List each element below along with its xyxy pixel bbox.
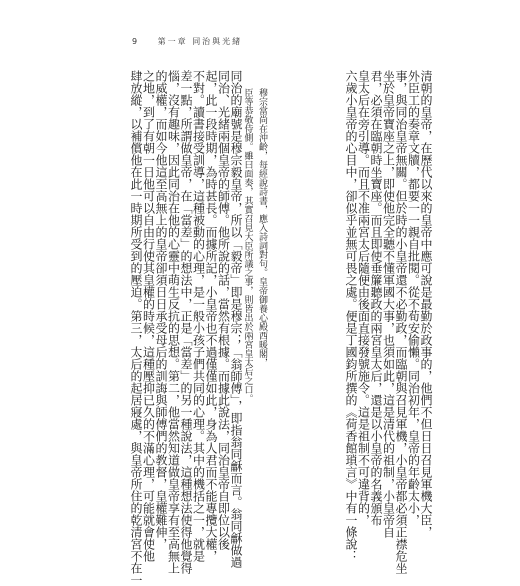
- text-column: 之地，到了有朝一日他可以自由行使其皇權的時候，這種壓抑已久的不滿心理，可能就會使他: [141, 70, 156, 562]
- chapter-title: 同治與光緒: [192, 37, 243, 46]
- text-column: 外臣工的奏章文牘，都要一一親自批閱。從不荀安偷懶。同治初年，皇帝的年齡太小，: [406, 70, 421, 526]
- block-quote: [242, 88, 266, 403]
- running-head: [132, 36, 242, 47]
- text-column: 清朝的皇帝，在歷代以來的皇帝中應可說是最勤於政事的，他們不但日日召見軍機大臣，: [419, 70, 433, 538]
- text-block-analysis: [130, 70, 243, 586]
- text-column: 不對。讀書接受訓導，這種被動的心理，是一般小孩子們共同的心理。其中的機括之一，就是: [191, 70, 206, 562]
- text-column: 坐於皇帝寶座之上，即使他完全聽不懂軍國大事，也須如此，這是清代的祖制，小皇帝自: [381, 70, 396, 538]
- text-column: 惱，沒有趣味，因此同治在他的心靈中萌生反抗的思想。第二，他當然知道做皇帝享有至高無上: [166, 70, 181, 574]
- quote-column: 穆宗當尚在沖齡，每經說詩書，應入詩詞對句。皇帝御養心殿西暖閣，: [257, 88, 267, 367]
- text-column: 六歲小皇帝的心目中，卻似乎並無可畏之處。便是丁國鈞所撰的《荷香館瑣言》中有一條說：: [344, 70, 358, 562]
- text-column: 肆放縱，以補償他在此一時期所受到的壓迫。第三，太后的起居寢處，與皇帝所住的乾清宮不在一: [129, 70, 143, 586]
- text-column: 同治的廟號是穆宗毅皇帝，所以「毅帝」即是穆宗；「翁師傅」，即指翁同龢而言。翁同龢做過: [229, 70, 243, 568]
- page-number: 9: [132, 37, 140, 46]
- text-column: 君，必須在臨朝時坐寶座。而且即使垂簾聽政的兩宮皇太后，還是以小皇帝的名義頒布: [369, 70, 383, 526]
- text-column: 起，此一段時期，為時甚長。而據所記，小皇帝也不過僅僅如此，身為人君而不能專攬大權，: [204, 70, 218, 562]
- text-column: 皇太后在旁引導。而且不准兩宮太后隨便由後面直接發號施令。這是祖制不可違背的，: [356, 70, 371, 526]
- text-column: 差一點，所謂做皇帝，在「當差」的想法中，正是「當差」的另一種說法，這種想法使得他覺得: [179, 70, 193, 574]
- text-column: 事，與同治皇帝無關。但於時的小皇帝還不必勤政，而臨朝與召見軍機，小皇帝都必須正襟危坐: [394, 70, 408, 574]
- text-column: 同治、光緒兩個皇帝的師傅。他所說的話，當然有根據。而據此說法，同治皇帝自即位以後: [216, 70, 231, 550]
- chapter-label: 第一章: [157, 37, 188, 46]
- quote-column: 臣等恭敬侍側。雖曰面奏，其實召見大臣所議之事，則皆出於兩宮皇太后之口。: [242, 88, 253, 403]
- text-column: 的威權，而如今他這至高無上的皇帝卻須日日承受母后的訓誨與師傅們的教督，皇權難伸，: [154, 70, 168, 550]
- text-block-opening: [345, 70, 433, 574]
